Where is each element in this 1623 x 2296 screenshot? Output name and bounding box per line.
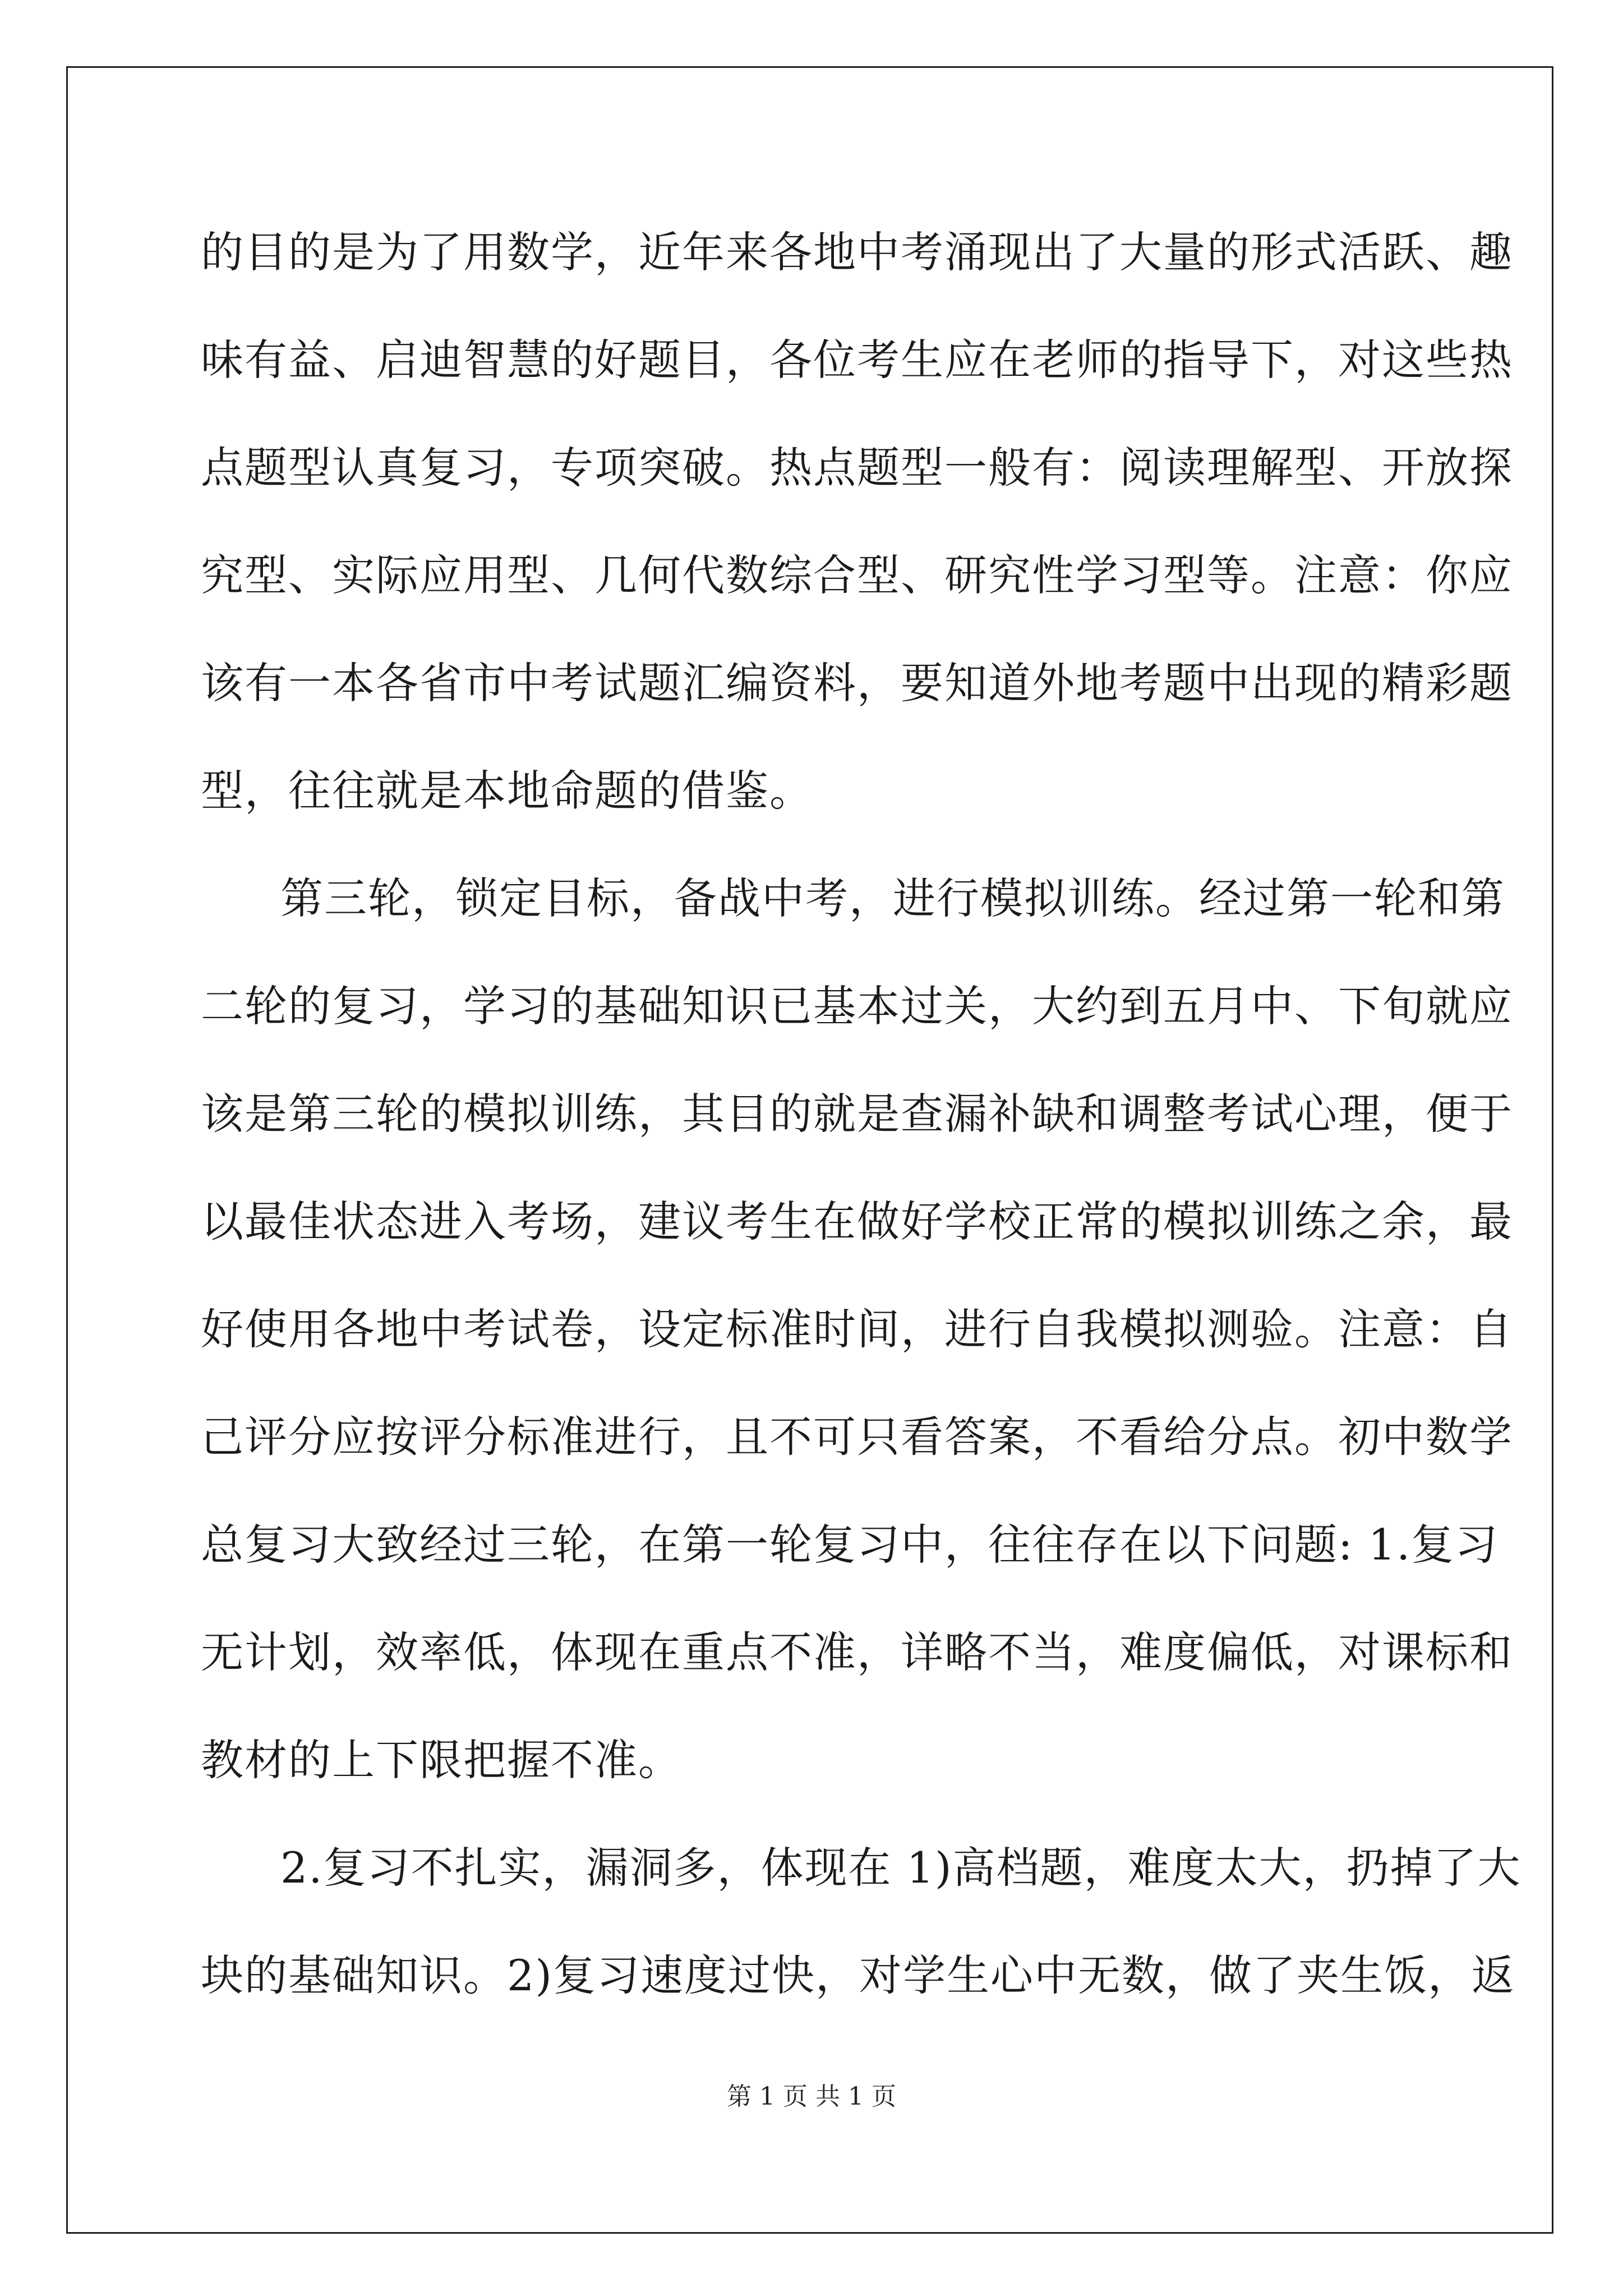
text-line: 味有益、启迪智慧的好题目，各位考生应在老师的指导下，对这些热: [201, 335, 1513, 385]
text-line: 点题型认真复习，专项突破。热点题型一般有：阅读理解型、开放探: [201, 443, 1513, 493]
paragraph-first-line: 2.复习不扎实，漏洞多，体现在 1)高档题，难度太大，扔掉了大: [280, 1843, 1521, 1893]
text-line: 好使用各地中考试卷，设定标准时间，进行自我模拟测验。注意：自: [201, 1304, 1513, 1354]
text-line: 究型、实际应用型、几何代数综合型、研究性学习型等。注意：你应: [201, 550, 1513, 600]
text-line: 总复习大致经过三轮，在第一轮复习中，往往存在以下问题: 1.复习: [201, 1520, 1499, 1570]
text-line: 块的基础知识。2)复习速度过快，对学生心中无数，做了夹生饭，返: [201, 1950, 1516, 2000]
text-line: 的目的是为了用数学，近年来各地中考涌现出了大量的形式活跃、趣: [201, 227, 1513, 277]
text-line: 己评分应按评分标准进行，且不可只看答案，不看给分点。初中数学: [201, 1412, 1513, 1462]
page-number-footer: 第 1 页 共 1 页: [727, 2082, 896, 2111]
text-line: 该有一本各省市中考试题汇编资料，要知道外地考题中出现的精彩题: [201, 658, 1513, 708]
paragraph-first-line: 第三轮，锁定目标，备战中考，进行模拟训练。经过第一轮和第: [280, 873, 1505, 923]
text-line: 无计划，效率低，体现在重点不准，详略不当，难度偏低，对课标和: [201, 1627, 1513, 1677]
text-line: 教材的上下限把握不准。: [201, 1735, 682, 1785]
text-line: 型，往往就是本地命题的借鉴。: [201, 766, 813, 816]
text-line: 该是第三轮的模拟训练，其目的就是查漏补缺和调整考试心理，便于: [201, 1089, 1513, 1139]
text-line: 二轮的复习，学习的基础知识已基本过关，大约到五月中、下旬就应: [201, 981, 1513, 1031]
text-line: 以最佳状态进入考场，建议考生在做好学校正常的模拟训练之余，最: [201, 1197, 1513, 1246]
page-border: [66, 66, 1553, 2234]
